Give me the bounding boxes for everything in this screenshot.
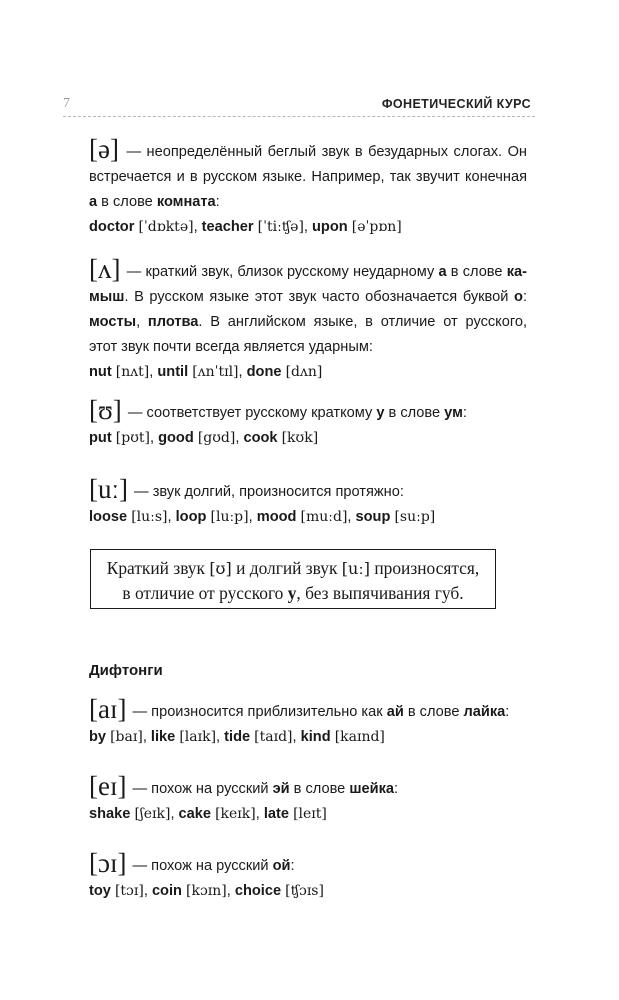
example-transcription: [ʃeɪk] <box>134 806 171 822</box>
example-transcription: [pʊt] <box>115 430 150 446</box>
example-list <box>89 879 527 904</box>
example-word: like <box>150 729 176 745</box>
note-line-2: в отличие от русского у, без выпячивания губ. <box>122 583 464 603</box>
note-box <box>90 549 496 609</box>
example-list <box>89 725 527 750</box>
example-separator: , <box>347 509 356 525</box>
example-word: loose <box>89 509 128 525</box>
ei-description: [eɪ] — похож на русский эй в слове шейка: <box>89 771 399 801</box>
example-word: put <box>89 430 112 446</box>
example-transcription: [keɪk] <box>215 806 256 822</box>
wedge-entry <box>89 254 528 385</box>
example-separator: , <box>292 729 301 745</box>
wedge-description: [ʌ] — краткий звук, близок русскому неударному а в слове камыш. В русском языке этот звук часто обозначается буквой о: мосты, плотва. В английском языке, в отличие от русского, этот звук почти всегда является ударным: <box>89 254 528 355</box>
ai-symbol: [aɪ] <box>89 694 127 724</box>
example-word: shake <box>89 806 131 822</box>
short-u-entry <box>89 395 527 451</box>
example-transcription: [nʌt] <box>115 364 150 380</box>
oi-symbol: [ɔɪ] <box>89 848 127 878</box>
ai-entry <box>89 694 527 750</box>
example-transcription: [kaɪnd] <box>334 729 385 745</box>
schwa-entry <box>89 134 527 240</box>
note-line-1: Краткий звук [ʊ] и долгий звук [uː] произносятся, <box>106 558 480 578</box>
oi-entry <box>89 848 527 904</box>
example-list <box>89 802 527 827</box>
page-number: 7 <box>63 96 70 111</box>
long-u-description: [uː] — звук долгий, произносится протяжно: <box>89 474 404 504</box>
example-word: cake <box>178 806 212 822</box>
oi-description: [ɔɪ] — похож на русский ой: <box>89 848 295 878</box>
example-transcription: [kʊk] <box>281 430 319 446</box>
example-separator: , <box>149 364 158 380</box>
example-transcription: [ˈdɒktə] <box>138 219 194 235</box>
example-separator: , <box>235 430 244 446</box>
example-separator: , <box>143 883 152 899</box>
example-transcription: [tɔɪ] <box>114 883 144 899</box>
example-word: soup <box>355 509 391 525</box>
example-word: teacher <box>201 219 254 235</box>
example-list <box>89 505 527 530</box>
example-separator: , <box>167 509 176 525</box>
example-word: until <box>157 364 189 380</box>
example-word: choice <box>234 883 282 899</box>
example-separator: , <box>226 883 235 899</box>
example-word: good <box>158 430 194 446</box>
example-word: done <box>246 364 282 380</box>
example-transcription: [ʧɔɪs] <box>285 883 324 899</box>
example-transcription: [taɪd] <box>254 729 293 745</box>
example-list <box>89 426 527 451</box>
example-word: by <box>89 729 107 745</box>
example-transcription: [muːd] <box>300 509 348 525</box>
example-word: cook <box>243 430 278 446</box>
wedge-symbol: [ʌ] <box>89 254 121 284</box>
example-separator: , <box>142 729 151 745</box>
example-list <box>89 360 527 385</box>
short-u-description: [ʊ] — соответствует русскому краткому у в слове ум: <box>89 395 467 425</box>
long-u-entry <box>89 474 527 530</box>
example-separator: , <box>255 806 264 822</box>
example-transcription: [ˈtiːʧə] <box>257 219 304 235</box>
example-word: tide <box>224 729 251 745</box>
example-transcription: [suːp] <box>394 509 436 525</box>
example-transcription: [dʌn] <box>285 364 323 380</box>
example-separator: , <box>248 509 257 525</box>
example-transcription: [luːp] <box>210 509 249 525</box>
example-list <box>89 215 527 240</box>
example-transcription: [əˈpɒn] <box>351 219 402 235</box>
example-transcription: [luːs] <box>131 509 168 525</box>
example-word: late <box>263 806 289 822</box>
example-separator: , <box>216 729 225 745</box>
running-header <box>63 96 535 117</box>
ei-entry <box>89 771 527 827</box>
example-word: upon <box>312 219 348 235</box>
example-word: toy <box>89 883 111 899</box>
ai-description: [aɪ] — произносится приблизительно как ай в слове лайка: <box>89 694 510 724</box>
example-word: kind <box>300 729 331 745</box>
short-u-symbol: [ʊ] <box>89 395 122 425</box>
example-transcription: [laɪk] <box>179 729 217 745</box>
example-separator: , <box>303 219 313 235</box>
example-transcription: [ʌnˈtɪl] <box>192 364 239 380</box>
example-transcription: [baɪ] <box>110 729 143 745</box>
example-word: doctor <box>89 219 135 235</box>
long-u-symbol: [uː] <box>89 474 128 504</box>
example-separator: , <box>238 364 247 380</box>
section-title-diphthongs: Дифтонги <box>89 662 163 679</box>
example-separator: , <box>170 806 179 822</box>
example-separator: , <box>149 430 159 446</box>
schwa-description: [ə] — неопределённый беглый звук в безударных слогах. Он встречается и в русском языке. Например, так звучит конечная а в слове комната: <box>89 134 527 210</box>
example-transcription: [gʊd] <box>197 430 236 446</box>
example-word: mood <box>256 509 297 525</box>
example-transcription: [kɔɪn] <box>186 883 227 899</box>
running-title: ФОНЕТИЧЕСКИЙ КУРС <box>381 97 531 111</box>
example-word: loop <box>175 509 207 525</box>
example-word: coin <box>151 883 182 899</box>
example-word: nut <box>89 364 112 380</box>
ei-symbol: [eɪ] <box>89 771 127 801</box>
example-transcription: [leɪt] <box>293 806 327 822</box>
schwa-symbol: [ə] <box>89 134 119 164</box>
example-separator: , <box>193 219 202 235</box>
